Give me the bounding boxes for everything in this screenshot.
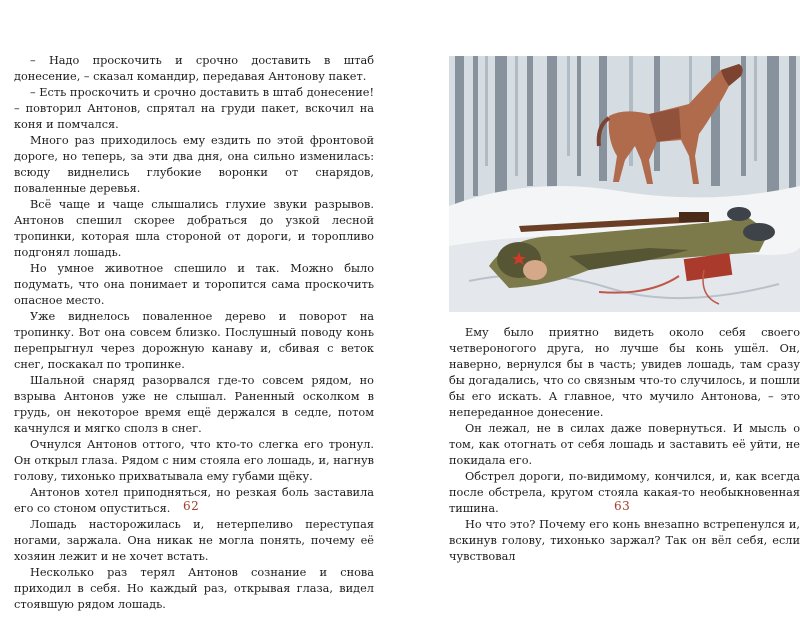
paragraph: Он лежал, не в силах даже повернуться. И мысль о том, как отогнать от себя лошадь и заставить её уйти, не покидала его. [449, 422, 800, 467]
paragraph: Много раз приходилось ему ездить по этой фронтовой дороге, но теперь, за эти два дня, она сильно изменилась: всюду виднелись глубокие воронки от снарядов, поваленные деревья. [14, 134, 374, 195]
paragraph: Лошадь насторожилась и, нетерпеливо переступая ногами, заржала. Она никак не могла понять, почему её хозяин лежит и не хочет встать. [14, 518, 374, 563]
illustration-wounded-soldier-and-horse [449, 56, 800, 312]
page-number-right: 63 [614, 499, 631, 513]
left-page-text [14, 53, 374, 613]
paragraph: Шальной снаряд разорвался где-то совсем рядом, но взрыва Антонов уже не слышал. Раненный осколком в грудь, он некоторое время ещё держался в седле, потом качнулся и мягко сполз в снег. [14, 374, 374, 435]
page-number-left: 62 [183, 499, 200, 513]
paragraph: – Надо проскочить и срочно доставить в штаб донесение, – сказал командир, передавая Антонову пакет. [14, 54, 374, 83]
paragraph: Но умное животное спешило и так. Можно было подумать, что она понимает и торопится сама проскочить опасное место. [14, 262, 374, 307]
paragraph: Антонов хотел приподняться, но резкая боль заставила его со стоном опуститься. [14, 486, 374, 515]
right-page-text [449, 325, 800, 565]
paragraph: Ему было приятно видеть около себя своего четвероногого друга, но лучше бы конь ушёл. Он, наверно, вернулся бы в часть; увидев лошадь, там сразу бы догадались, что со связным что-то случилось, и пошли бы его искать. А главное, что мучило Антонова, – это непереданное донесение. [449, 326, 800, 419]
paragraph: Уже виднелось поваленное дерево и поворот на тропинку. Вот она совсем близко. Послушный поводу конь перепрыгнул через дорожную канаву и, сбивая с веток снег, поскакал по тропинке. [14, 310, 374, 371]
paragraph: Несколько раз терял Антонов сознание и снова приходил в себя. Но каждый раз, открывая глаза, видел стоявшую рядом лошадь. [14, 566, 374, 611]
paragraph: Но что это? Почему его конь внезапно встрепенулся и, вскинув голову, тихонько заржал? Так он вёл себя, если чувствовал [449, 518, 800, 563]
paragraph: – Есть проскочить и срочно доставить в штаб донесение! – повторил Антонов, спрятал на груди пакет, вскочил на коня и помчался. [14, 86, 374, 131]
paragraph: Обстрел дороги, по-видимому, кончился, и, как всегда после обстрела, кругом стояла какая-то необыкновенная тишина. [449, 470, 800, 515]
paragraph: Всё чаще и чаще слышались глухие звуки разрывов. Антонов спешил скорее добраться до узкой лесной тропинки, которая шла стороной от дороги, и торопливо подгонял лошадь. [14, 198, 374, 259]
paragraph: Очнулся Антонов оттого, что кто-то слегка его тронул. Он открыл глаза. Рядом с ним стояла его лошадь, и, нагнув голову, тихонько прихватывала ему губами щёку. [14, 438, 374, 483]
left-page [0, 0, 400, 611]
